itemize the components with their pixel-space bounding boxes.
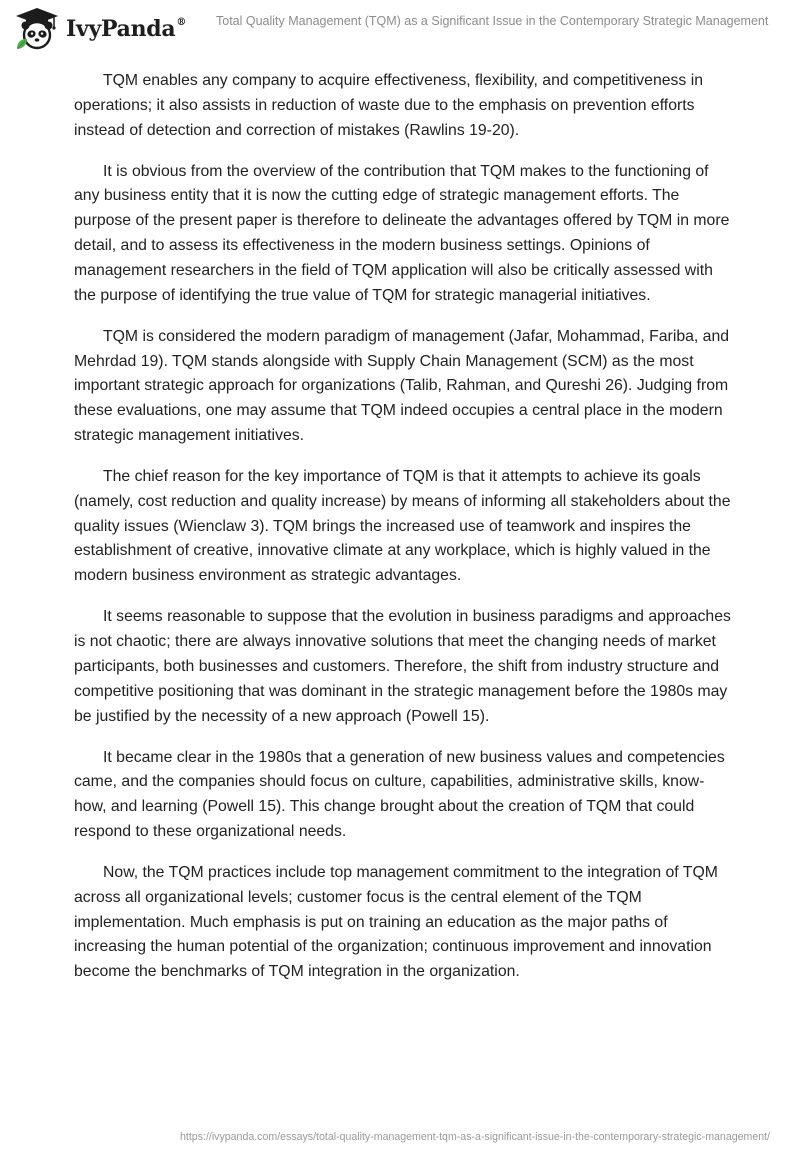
registered-mark: ® [176,16,187,28]
brand-name: IvyPanda® [66,16,187,42]
essay-body [74,69,734,1001]
paragraph: It is obvious from the overview of the contribution that TQM makes to the functioning of any business entity that it is now the cutting edge of strategic management efforts. The purpose of the present paper is therefore to delineate the advantages offered by TQM in more detail, and to assess its effectiveness in the modern business settings. Opinions of management researchers in the field of TQM application will also be critically assessed with the purpose of identifying the true value of TQM for strategic managerial initiatives. [74,162,730,304]
paragraph: TQM is considered the modern paradigm of management (Jafar, Mohammad, Fariba, and Mehrdad 19). TQM stands alongside with Supply Chain Management (SCM) as the most important strategic approach for organizations (Talib, Rahman, and Qureshi 26). Judging from these evaluations, one may assume that TQM indeed occupies a central place in the modern strategic management initiatives. [74,327,730,444]
paragraph: It became clear in the 1980s that a generation of new business values and competencies came, and the companies should focus on culture, capabilities, administrative skills, know-how, and learning (Powell 15). This change brought about the creation of TQM that could respond to these organizational needs. [74,748,725,840]
paragraph: It seems reasonable to suppose that the evolution in business paradigms and approaches is not chaotic; there are always innovative solutions that meet the changing needs of market participants, both businesses and customers. Therefore, the shift from industry structure and competitive positioning that was dominant in the strategic management before the 1980s may be justified by the necessity of a new approach (Powell 15). [74,608,731,725]
source-url[interactable]: https://ivypanda.com/essays/total-quality-management-tqm-as-a-significant-issue-in-the-contemporary-strategic-management/ [180,1131,770,1143]
paragraph: The chief reason for the key importance of TQM is that it attempts to achieve its goals (namely, cost reduction and quality increase) by means of informing all stakeholders about the quality issues (Wienclaw 3). TQM brings the increased use of teamwork and inspires the establishment of creative, innovative climate at any workplace, which is highly valued in the modern business environment as strategic advantages. [74,468,731,585]
panda-graduation-cap-icon [14,7,60,51]
brand-logo[interactable] [14,7,186,51]
paragraph: Now, the TQM practices include top management commitment to the integration of TQM across all organizational levels; customer focus is the central element of the TQM implementation. Much emphasis is put on training an education as the major paths of increasing the human potential of the organization; continuous improvement and innovation become the benchmarks of TQM integration in the organization. [74,864,718,981]
page-header [0,0,800,56]
paragraph: TQM enables any company to acquire effectiveness, flexibility, and competitiveness in operations; it also assists in reduction of waste due to the emphasis on prevention efforts instead of detection and correction of mistakes (Rawlins 19-20). [74,72,703,139]
document-title: Total Quality Management (TQM) as a Significant Issue in the Contemporary Strategic Management [216,14,769,28]
